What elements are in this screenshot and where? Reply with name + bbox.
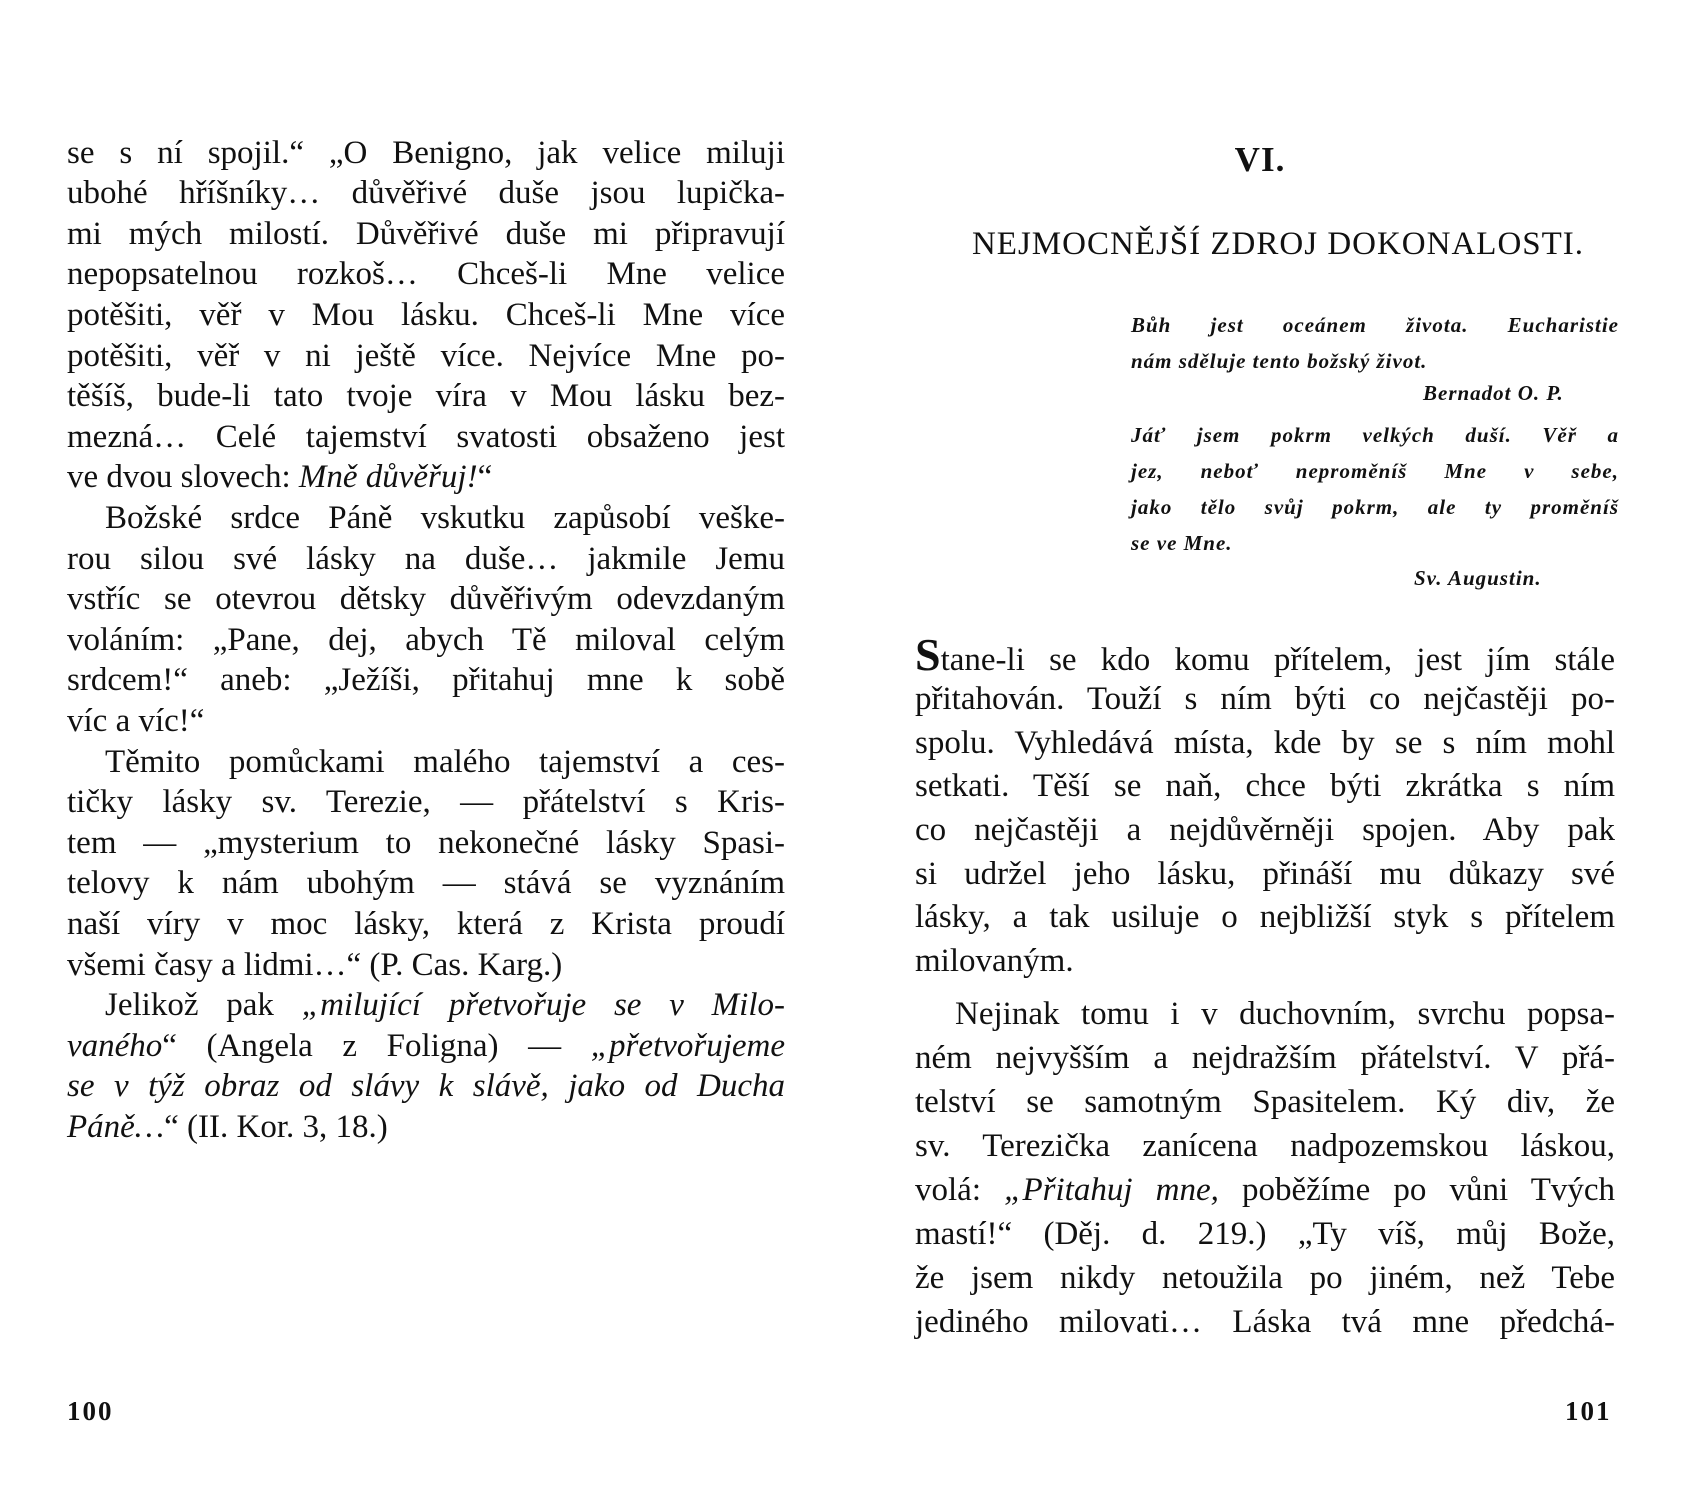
- text-span: Jelikož pak: [105, 987, 302, 1023]
- motto-line: Jáť jsem pokrm velkých duší. Věř a: [1131, 423, 1619, 447]
- right-body: [915, 0, 1615, 1500]
- text-line: naší víry v moc lásky, která z Krista proudí: [67, 906, 785, 942]
- text-line: voláním: „Pane, dej, abych Tě miloval celým: [67, 622, 785, 658]
- text-line: ubohé hříšníky… důvěřivé duše jsou lupička-: [67, 175, 785, 211]
- text-line: [67, 1026, 785, 1066]
- italic-text: vaného: [67, 1028, 163, 1064]
- text-line: [915, 1170, 1615, 1210]
- text-line: si udržel jeho lásku, přináší mu důkazy své: [915, 856, 1615, 892]
- text-line: Těmito pomůckami malého tajemství a ces-: [105, 744, 785, 780]
- motto-line: se ve Mne.: [1131, 531, 1233, 555]
- text-line: přitahován. Touží s ním býti co nejčastěji po-: [915, 681, 1615, 717]
- page-number: 101: [1565, 1396, 1612, 1426]
- italic-text: Páně…: [67, 1109, 165, 1145]
- text-line: mastí!“ (Děj. d. 219.) „Ty víš, můj Bože,: [915, 1216, 1615, 1252]
- text-line: milovaným.: [915, 943, 1074, 979]
- motto-line: jako tělo svůj pokrm, ale ty proměníš: [1131, 495, 1619, 519]
- motto-line: jez, neboť neproměníš Mne v sebe,: [1131, 459, 1619, 483]
- text-span: “ (Angela z Foligna) —: [162, 1028, 591, 1064]
- text-line: [67, 457, 785, 497]
- motto-line: Bůh jest oceánem života. Eucharistie: [1131, 313, 1619, 337]
- text-line: Nejinak tomu i v duchovním, svrchu popsa-: [955, 996, 1615, 1032]
- text-line: lásky, a tak usiluje o nejbližší styk s přítelem: [915, 899, 1615, 935]
- chapter-title: NEJMOCNĚJŠÍ ZDROJ DOKONALOSTI.: [971, 226, 1585, 262]
- italic-text: „přetvořujeme: [590, 1028, 785, 1064]
- text-line: [67, 1107, 785, 1147]
- text-line: ném nejvyšším a nejdražším přátelství. V přá-: [915, 1040, 1615, 1076]
- italic-text: „milující přetvořuje se v Milo-: [301, 987, 785, 1023]
- text-line: Božské srdce Páně vskutku zapůsobí veške-: [105, 500, 785, 536]
- italic-text: „Přitahuj mne,: [1004, 1172, 1219, 1208]
- motto-author: Bernadot O. P.: [1423, 381, 1564, 405]
- text-line: rou silou své lásky na duše… jakmile Jemu: [67, 541, 785, 577]
- drop-cap: S: [915, 629, 941, 680]
- text-line: telovy k nám ubohým — stává se vyznáním: [67, 865, 785, 901]
- motto-author: Sv. Augustin.: [1414, 566, 1542, 590]
- text-line: se v týž obraz od slávy k slávě, jako od Ducha: [67, 1068, 785, 1104]
- text-line: telství se samotným Spasitelem. Ký div, že: [915, 1084, 1615, 1120]
- text-line: setkati. Těší se naň, chce býti zkrátka s ním: [915, 768, 1615, 804]
- text-line: [915, 629, 1615, 680]
- text-line: vstříc se otevrou dětsky důvěřivým odevzdaným: [67, 581, 785, 617]
- text-line: tičky lásky sv. Terezie, — přátelství s Kris-: [67, 784, 785, 820]
- text-line: sv. Terezička zanícena nadpozemskou láskou,: [915, 1128, 1615, 1164]
- text-line: nepopsatelnou rozkoš… Chceš-li Mne velice: [67, 256, 785, 292]
- text-line: potěšiti, věř v Mou lásku. Chceš-li Mne více: [67, 297, 785, 333]
- text-line: srdcem!“ aneb: „Ježíši, přitahuj mne k sobě: [67, 662, 785, 698]
- text-line: jediného milovati… Láska tvá mne předchá-: [915, 1304, 1615, 1340]
- motto-line: nám sděluje tento božský život.: [1131, 349, 1428, 373]
- text-line: [67, 985, 785, 1025]
- text-line: těšíš, bude-li tato tvoje víra v Mou lásku bez-: [67, 378, 785, 414]
- text-span: volá:: [915, 1172, 1005, 1208]
- text-line: víc a víc!“: [67, 703, 205, 739]
- chapter-number: VI.: [1234, 140, 1286, 179]
- text-line: tem — „mysterium to nekonečné lásky Spasi-: [67, 825, 785, 861]
- text-span: “ (II. Kor. 3, 18.): [164, 1109, 388, 1145]
- text-span: “: [477, 459, 493, 495]
- italic-text: Mně důvěřuj!: [298, 459, 478, 495]
- text-line: spolu. Vyhledává místa, kde by se s ním mohl: [915, 725, 1615, 761]
- text-span: poběžíme po vůni Tvých: [1218, 1172, 1616, 1208]
- text-line: mezná… Celé tajemství svatosti obsaženo jest: [67, 419, 785, 455]
- text-span: tane-li se kdo komu přítelem, jest jím stále: [940, 642, 1615, 678]
- text-line: potěšiti, věř v ni ještě více. Nejvíce Mne po-: [67, 338, 785, 374]
- text-line: mi mých milostí. Důvěřivé duše mi připravují: [67, 216, 785, 252]
- text-line: všemi časy a lidmi…“ (P. Cas. Karg.): [67, 947, 563, 983]
- text-line: co nejčastěji a nejdůvěrněji spojen. Aby pak: [915, 812, 1615, 848]
- text-line: že jsem nikdy netoužila po jiném, než Tebe: [915, 1260, 1615, 1296]
- page-number: 100: [67, 1396, 114, 1426]
- text-span: ve dvou slovech:: [67, 459, 299, 495]
- text-line: se s ní spojil.“ „O Benigno, jak velice miluji: [67, 135, 785, 171]
